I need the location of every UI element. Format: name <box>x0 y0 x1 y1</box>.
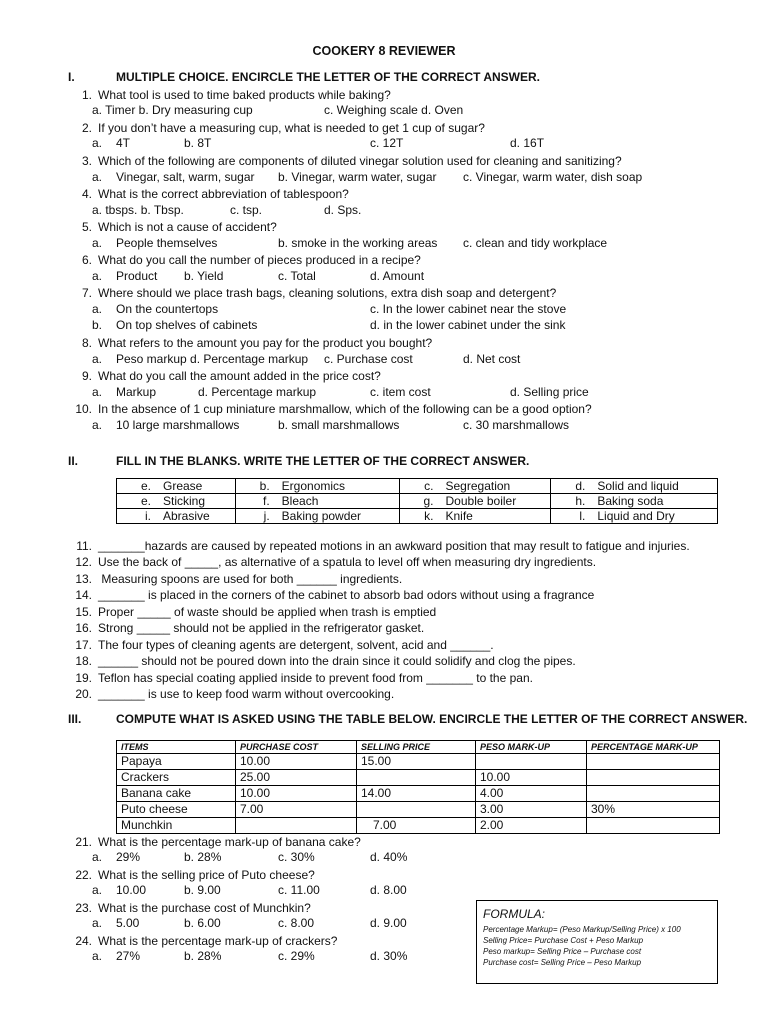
question-1: 1. What tool is used to time baked products while baking? <box>81 88 391 102</box>
question-3: 3. Which of the following are components of diluted vinegar solution used for cleaning and sanitizing? <box>81 154 622 168</box>
question-16: 16. Strong _____ should not be applied in the refrigerator gasket. <box>75 621 425 635</box>
table-row: Papaya 10.00 15.00 <box>117 754 720 770</box>
table-row: e. Grease b. Ergonomics c. Segregation d. Solid and liquid <box>117 479 718 494</box>
formula-line: Percentage Markup= (Peso Markup/Selling Price) x 100 <box>483 925 681 934</box>
question-10: 10. In the absence of 1 cup miniature marshmallow, which of the following can be a good option? <box>75 402 592 416</box>
question-4: 4. What is the correct abbreviation of tablespoon? <box>81 187 349 201</box>
question-22: 22. What is the selling price of Puto cheese? <box>75 868 315 882</box>
formula-line: Peso markup= Selling Price – Purchase cost <box>483 947 642 956</box>
question-23: 23. What is the purchase cost of Munchkin? <box>75 901 311 915</box>
table-row: Crackers 25.00 10.00 <box>117 770 720 786</box>
formula-heading: FORMULA: <box>483 907 546 921</box>
section-heading-2: II. FILL IN THE BLANKS. WRITE THE LETTER OF THE CORRECT ANSWER. <box>68 454 530 468</box>
table-row: e. Sticking f. Bleach g. Double boiler h. Baking soda <box>117 494 718 509</box>
formula-line: Purchase cost= Selling Price – Peso Markup <box>483 958 642 967</box>
question-9: 9. What do you call the amount added in the price cost? <box>81 369 381 383</box>
question-2: 2. If you don’t have a measuring cup, what is needed to get 1 cup of sugar? <box>81 121 485 135</box>
price-table <box>116 740 720 834</box>
question-24: 24. What is the percentage mark-up of crackers? <box>75 934 338 948</box>
question-8: 8. What refers to the amount you pay for the product you bought? <box>81 336 433 350</box>
reviewer-page: COOKERY 8 REVIEWER I. MULTIPLE CHOICE. ENCIRCLE THE LETTER OF THE CORRECT ANSWER. 1. What tool is used to time baked products while baking? a. Timer b. Dry measuring cup c. Weighing scale d. Oven 2. If you don’t have a measuring cup, what is needed to get 1 cup of sugar? a. 4T b. 8T c. 12T d. 16T 3. Which of the following are components of diluted vinegar solution used for cleaning and sanitizing? a. Vinegar, salt, warm, sugar b. Vinegar, warm water, sugar c. Vinegar, warm water, dish soap 4. What is the correct abbreviation of tablespoon? a. tbsps. b. Tbsp. c. tsp. d. Sps. 5. Which is not a cause of accident? a. People themselves b. smoke in the working areas c. clean and tidy workplace 6. What do you call the number of pieces produced in a recipe? a. Product b. Yield c. Total d. Amount 7. Where should we place trash bags, cleaning solutions, extra dish soap and detergent? a. On the countertops c. In the lower cabinet near the stove b. On top shelves of cabinets d. in the lower cabinet under the sink 8. What refers to the amount you pay for the product you bought? a. Peso markup d. Percentage markup c. Purchase cost d. Net cost 9. What do you call the amount added in the price cost? a. Markup d. Percentage markup c. item cost d. Selling price 10. In the absence of 1 cup miniature marshmallow, which of the following can be a good option? a. 10 large marshmallows b. small marshmallows c. 30 marshmallows II. FILL IN THE BLANKS. WRITE THE LETTER OF THE CORRECT ANSWER. e. Grease b. Ergonomics c. Segregation d. Solid and liquid e. Sticking f. Bleach g. Double boiler h. Baking soda i. Abrasive j. Baking powder k. Knife l. Liquid and Dry 11. _______hazards are caused by repeated motions in an awkward position that may result to fatigue and injuries. 12. Use the back of _____, as alternative of a spatula to level off when measuring dry ingredients. 13. Measuring spoons are used for both ______ ingredients. 14. _______ is placed in the corners of the cabinet to absorb bad odors without using a fragrance 15. Proper _____ of waste should be applied when trash is emptied 16. Strong _____ should not be applied in the refrigerator gasket. 17. The four types of cleaning agents are detergent, solvent, acid and ______. 18. ______ should not be poured down into the drain since it could solidify and clog the pipes. 19. Teflon has special coating applied inside to prevent food from _______ to the pan. 20. _______ is use to keep food warm without overcooking. III. COMPUTE WHAT IS ASKED USING THE TABLE BELOW. ENCIRCLE THE LETTER OF THE CORRECT ANSWER. ITEMS PURCHASE COST SELLING PRICE PESO MARK-UP PERCENTAGE MARK-UP Papaya 10.00 15.00 Crackers 25.00 10.00 Banana cake 10.00 14.00 4.00 Puto cheese 7.00 3.00 30% Munchkin 7.00 2.00 21. What is the percentage mark-up of banana cake? a. 29% b. 28% c. 30% d. 40% 22. What is the selling price of Puto cheese? a. 10.00 b. 9.00 c. 11.00 d. 8.00 23. What is the purchase cost of Munchkin? a. 5.00 b. 6.00 c. 8.00 d. 9.00 24. What is the percentage mark-up of crackers? a. 27% b. 28% c. 29% d. 30% FORMULA: Percentage Markup= (Peso Markup/Selling Price) x 100 Selling Price= Purchase Cost + Peso Markup Peso markup= Selling Price – Purchase cost Purchase cost= Selling Price – Peso Markup <box>0 0 768 1024</box>
section-heading-1: I. MULTIPLE CHOICE. ENCIRCLE THE LETTER OF THE CORRECT ANSWER. <box>68 70 540 84</box>
question-6: 6. What do you call the number of pieces produced in a recipe? <box>81 253 421 267</box>
question-12: 12. Use the back of _____, as alternative of a spatula to level off when measuring dry ingredients. <box>75 555 597 569</box>
question-20: 20. _______ is use to keep food warm without overcooking. <box>75 687 395 701</box>
question-7: 7. Where should we place trash bags, cleaning solutions, extra dish soap and detergent? <box>81 286 557 300</box>
table-row: Puto cheese 7.00 3.00 30% <box>117 802 720 818</box>
section-heading-3: III. COMPUTE WHAT IS ASKED USING THE TABLE BELOW. ENCIRCLE THE LETTER OF THE CORRECT ANSWER. <box>68 712 748 726</box>
formula-box <box>476 900 718 984</box>
table-row: i. Abrasive j. Baking powder k. Knife l. Liquid and Dry <box>117 509 718 524</box>
question-5: 5. Which is not a cause of accident? <box>81 220 277 234</box>
formula-line: Selling Price= Purchase Cost + Peso Markup <box>483 936 644 945</box>
choices-table <box>116 478 718 524</box>
table-row: Munchkin 7.00 2.00 <box>117 818 720 834</box>
question-14: 14. _______ is placed in the corners of the cabinet to absorb bad odors without using a fragrance <box>75 588 595 602</box>
page-title: COOKERY 8 REVIEWER <box>312 44 456 58</box>
question-18: 18. ______ should not be poured down into the drain since it could solidify and clog the pipes. <box>75 654 576 668</box>
question-21: 21. What is the percentage mark-up of banana cake? <box>75 835 361 849</box>
question-11: 11. _______hazards are caused by repeated motions in an awkward position that may result to fatigue and injuries. <box>76 539 690 553</box>
question-13: 13. Measuring spoons are used for both ______ ingredients. <box>75 572 403 586</box>
table-row: Banana cake 10.00 14.00 4.00 <box>117 786 720 802</box>
question-15: 15. Proper _____ of waste should be applied when trash is emptied <box>75 605 437 619</box>
question-17: 17. The four types of cleaning agents are detergent, solvent, acid and ______. <box>75 638 494 652</box>
table-header-row: ITEMS PURCHASE COST SELLING PRICE PESO MARK-UP PERCENTAGE MARK-UP <box>117 741 720 754</box>
question-19: 19. Teflon has special coating applied inside to prevent food from _______ to the pan. <box>75 671 533 685</box>
